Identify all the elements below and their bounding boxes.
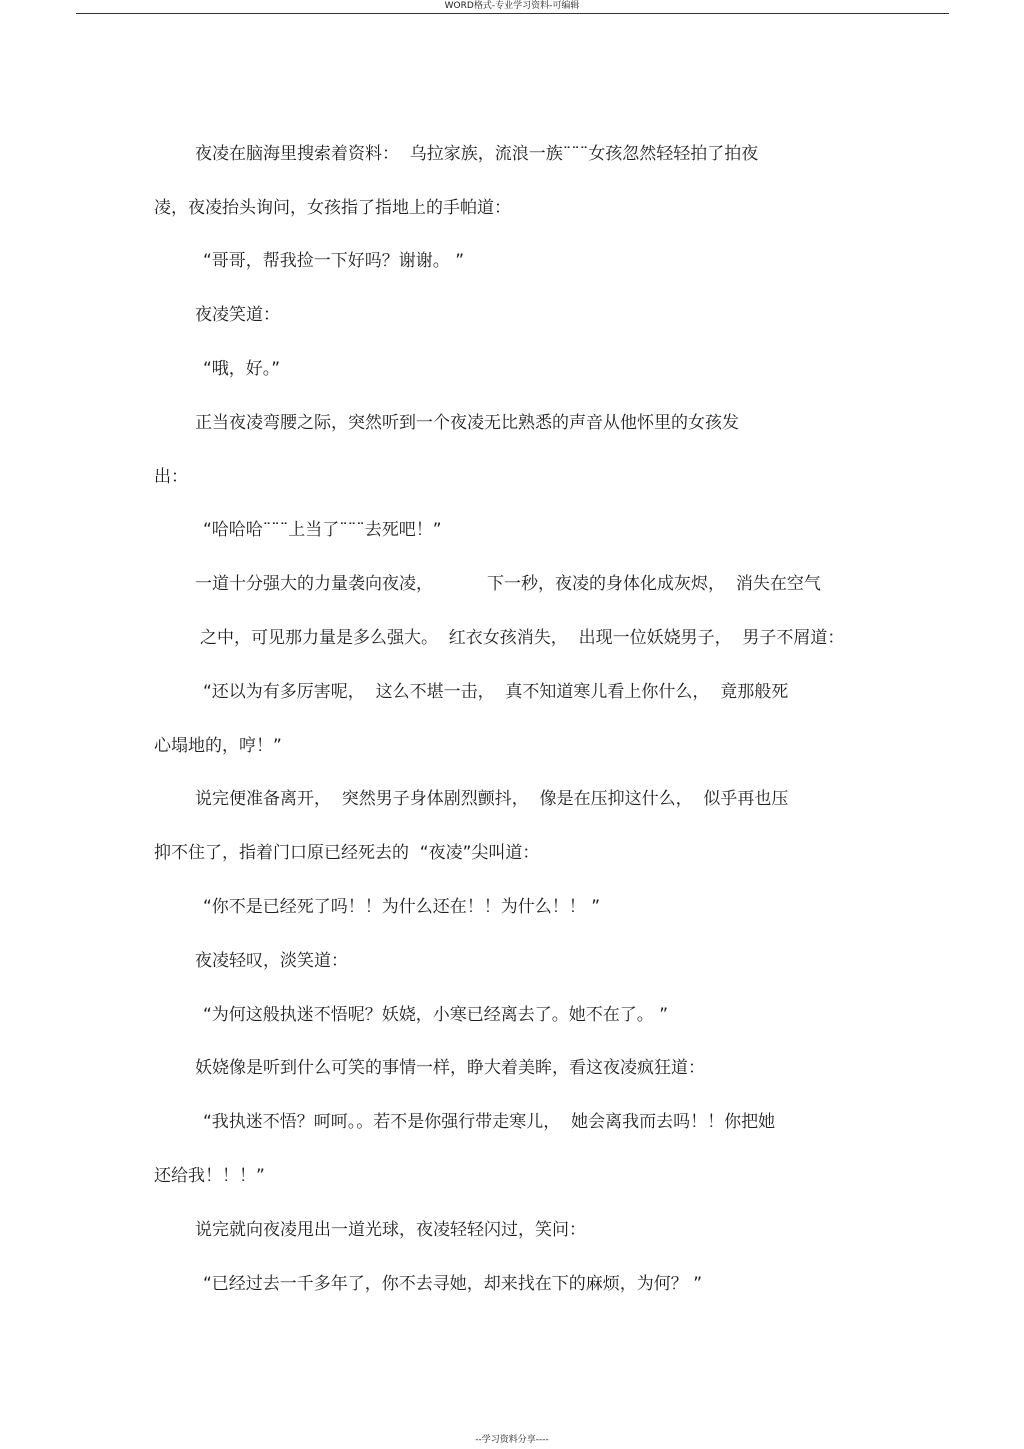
body-line: “你不是已经死了吗！！为什么还在！！为什么！！ ”	[203, 897, 601, 917]
body-line: 说完便准备离开， 突然男子身体剧烈颤抖， 像是在压抑这什么， 似乎再也压	[195, 789, 789, 809]
page-footer: --学习资料分享----	[475, 1435, 549, 1445]
body-line: 心塌地的，哼！”	[154, 736, 282, 756]
body-line: 夜凌在脑海里搜索着资料： 乌拉家族，流浪一族¨¨¨女孩忽然轻轻拍了拍夜	[195, 144, 759, 164]
body-line: 妖娆像是听到什么可笑的事情一样，睁大着美眸，看这夜凌疯狂道：	[195, 1058, 705, 1078]
body-line: 说完就向夜凌甩出一道光球，夜凌轻轻闪过，笑问：	[195, 1220, 586, 1240]
body-line: “已经过去一千多年了，你不去寻她，却来找在下的麻烦，为何？ ”	[203, 1274, 703, 1294]
body-line: 抑不住了，指着门口原已经死去的 “夜凌”尖叫道：	[154, 843, 540, 863]
body-line: 正当夜凌弯腰之际，突然听到一个夜凌无比熟悉的声音从他怀里的女孩发	[195, 413, 739, 433]
body-line: “哦，好。”	[203, 359, 281, 379]
header-text: WORD格式-专业学习资料-可编辑	[444, 1, 580, 11]
body-line: 还给我！！！”	[154, 1166, 265, 1186]
body-line: 一道十分强大的力量袭向夜凌， 下一秒，夜凌的身体化成灰烬， 消失在空气	[195, 574, 821, 594]
body-line: “哥哥，帮我捡一下好吗？谢谢。 ”	[203, 251, 465, 271]
body-line: 凌，夜凌抬头询问，女孩指了指地上的手帕道：	[154, 198, 511, 218]
body-line: “为何这般执迷不悟呢？妖娆，小寒已经离去了。她不在了。 ”	[203, 1005, 669, 1025]
body-line: 夜凌轻叹，淡笑道：	[195, 951, 348, 971]
body-line: “哈哈哈¨¨¨上当了¨¨¨去死吧！”	[203, 520, 442, 540]
body-line: 夜凌笑道：	[195, 305, 280, 325]
header-divider	[76, 13, 949, 14]
body-line: 之中，可见那力量是多么强大。 红衣女孩消失， 出现一位妖娆男子， 男子不屑道：	[200, 628, 845, 648]
body-line: “还以为有多厉害呢， 这么不堪一击， 真不知道寒儿看上你什么， 竟那般死	[203, 682, 789, 702]
page-header	[0, 0, 1024, 14]
body-line: 出：	[154, 467, 188, 487]
body-line: “我执迷不悟？呵呵。。若不是你强行带走寒儿， 她会离我而去吗！！你把她	[203, 1112, 776, 1132]
